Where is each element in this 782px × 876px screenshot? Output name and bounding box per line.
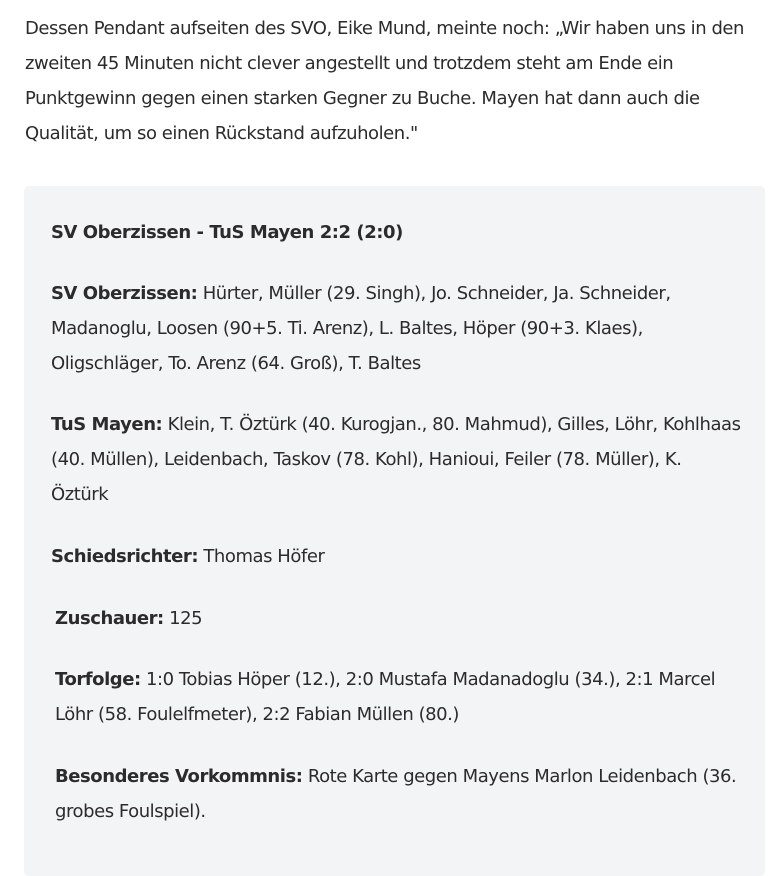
match-info-box xyxy=(24,186,765,876)
goals-label: Torfolge: xyxy=(55,669,141,690)
goals-value: 1:0 Tobias Höper (12.), 2:0 Mustafa Madanadoglu (34.), 2:1 Marcel Löhr (58. Foulelfmeter), 2:2 Fabian Müllen (80.) xyxy=(55,669,716,725)
spectators-label: Zuschauer: xyxy=(55,608,164,629)
referee-line xyxy=(51,539,741,574)
away-team-label: TuS Mayen: xyxy=(51,414,163,435)
match-headline-text: SV Oberzissen - TuS Mayen 2:2 (2:0) xyxy=(51,222,403,243)
spectators-line xyxy=(51,601,745,636)
goals-line xyxy=(51,662,745,732)
away-team-players: Klein, T. Öztürk (40. Kurogjan., 80. Mahmud), Gilles, Löhr, Kohlhaas (40. Müllen), Leidenbach, Taskov (78. Kohl), Hanioui, Feiler (78. Müller), K. Öztürk xyxy=(51,414,741,505)
article-paragraph-quote: Dessen Pendant aufseiten des SVO, Eike Mund, meinte noch: „Wir haben uns in den zweiten 45 Minuten nicht clever angestellt und trotzdem steht am Ende ein Punktgewinn gegen einen starken Gegner zu Buche. Mayen hat dann auch die Qualität, um so einen Rückstand aufzuholen." xyxy=(25,18,745,144)
match-headline xyxy=(51,215,741,250)
home-team-lineup xyxy=(51,276,741,381)
incident-line xyxy=(51,759,745,829)
away-team-lineup xyxy=(51,407,741,512)
incident-label: Besonderes Vorkommnis: xyxy=(55,766,303,787)
home-team-players: Hürter, Müller (29. Singh), Jo. Schneider, Ja. Schneider, Madanoglu, Loosen (90+5. Ti. Arenz), L. Baltes, Höper (90+3. Klaes), Oligschläger, To. Arenz (64. Groß), T. Baltes xyxy=(51,283,671,374)
referee-label: Schiedsrichter: xyxy=(51,546,199,567)
incident-value: Rote Karte gegen Mayens Marlon Leidenbach (36. grobes Foulspiel). xyxy=(55,766,737,822)
referee-value: Thomas Höfer xyxy=(198,546,325,567)
spectators-value: 125 xyxy=(163,608,203,629)
home-team-label: SV Oberzissen: xyxy=(51,283,198,304)
